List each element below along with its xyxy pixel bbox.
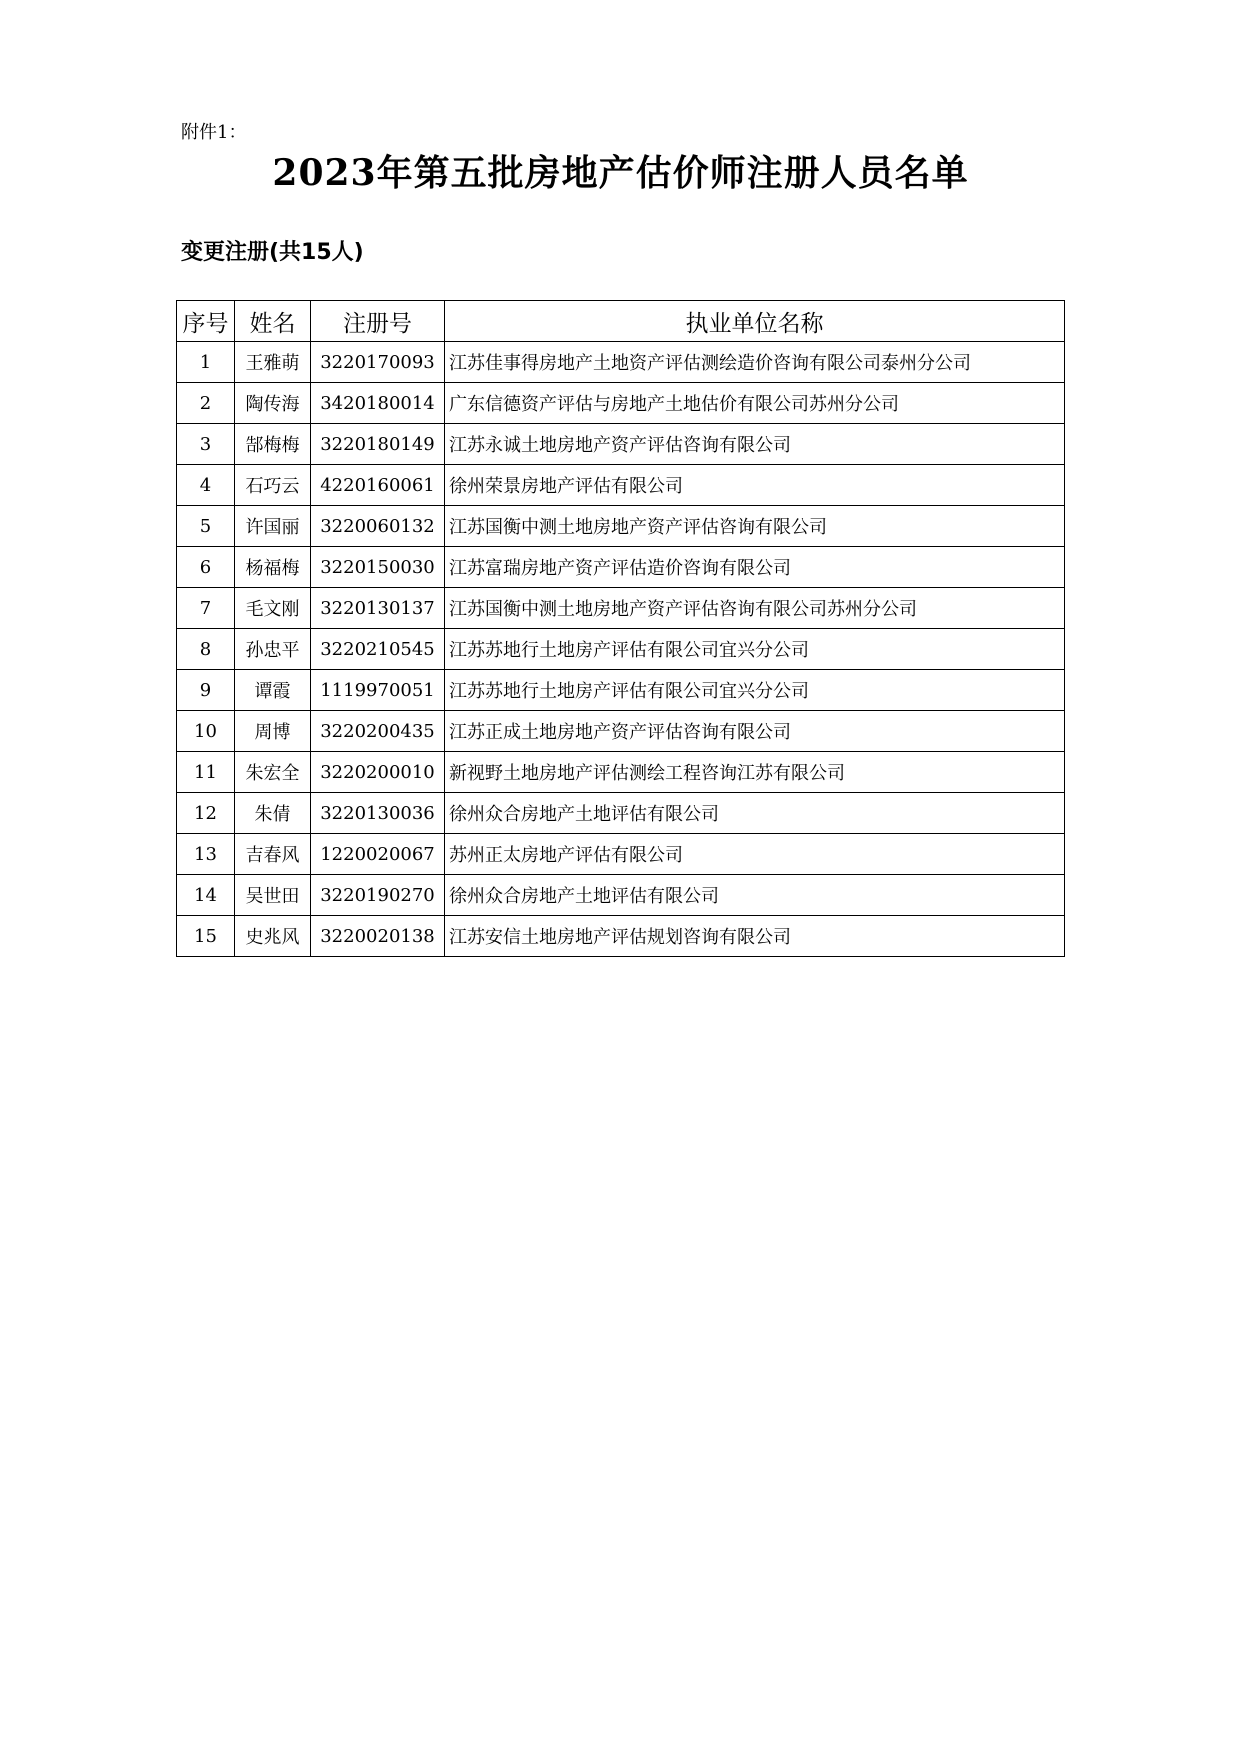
table-row — [177, 342, 1065, 383]
header-practice-unit: 执业单位名称 — [445, 301, 1065, 342]
table-row — [177, 793, 1065, 834]
cell-index: 14 — [177, 875, 235, 916]
table-row — [177, 670, 1065, 711]
cell-registration-number: 4220160061 — [311, 465, 445, 506]
cell-practice-unit: 徐州荣景房地产评估有限公司 — [445, 465, 1065, 506]
cell-registration-number: 3220210545 — [311, 629, 445, 670]
cell-practice-unit: 江苏苏地行土地房产评估有限公司宜兴分公司 — [445, 670, 1065, 711]
cell-registration-number: 3220130137 — [311, 588, 445, 629]
cell-registration-number: 3220180149 — [311, 424, 445, 465]
cell-practice-unit: 江苏苏地行土地房产评估有限公司宜兴分公司 — [445, 629, 1065, 670]
cell-name: 史兆风 — [235, 916, 311, 957]
cell-index: 15 — [177, 916, 235, 957]
table-row — [177, 506, 1065, 547]
cell-practice-unit: 江苏富瑞房地产资产评估造价咨询有限公司 — [445, 547, 1065, 588]
cell-practice-unit: 江苏国衡中测土地房地产资产评估咨询有限公司苏州分公司 — [445, 588, 1065, 629]
cell-registration-number: 1220020067 — [311, 834, 445, 875]
attachment-label: 附件1： — [181, 122, 247, 143]
cell-practice-unit: 新视野土地房地产评估测绘工程咨询江苏有限公司 — [445, 752, 1065, 793]
cell-name: 杨福梅 — [235, 547, 311, 588]
cell-name: 许国丽 — [235, 506, 311, 547]
cell-name: 孙忠平 — [235, 629, 311, 670]
cell-registration-number: 3220020138 — [311, 916, 445, 957]
cell-registration-number: 1119970051 — [311, 670, 445, 711]
table-row — [177, 383, 1065, 424]
cell-registration-number: 3220190270 — [311, 875, 445, 916]
table-row — [177, 424, 1065, 465]
cell-practice-unit: 徐州众合房地产土地评估有限公司 — [445, 875, 1065, 916]
table-row — [177, 547, 1065, 588]
cell-index: 1 — [177, 342, 235, 383]
table-row — [177, 834, 1065, 875]
cell-name: 石巧云 — [235, 465, 311, 506]
cell-name: 谭霞 — [235, 670, 311, 711]
table-row — [177, 588, 1065, 629]
cell-practice-unit: 江苏正成土地房地产资产评估咨询有限公司 — [445, 711, 1065, 752]
cell-name: 朱宏全 — [235, 752, 311, 793]
cell-index: 8 — [177, 629, 235, 670]
cell-practice-unit: 江苏国衡中测土地房地产资产评估咨询有限公司 — [445, 506, 1065, 547]
header-registration-number: 注册号 — [311, 301, 445, 342]
header-index: 序号 — [177, 301, 235, 342]
cell-name: 吴世田 — [235, 875, 311, 916]
table-header-row — [177, 301, 1065, 342]
cell-practice-unit: 徐州众合房地产土地评估有限公司 — [445, 793, 1065, 834]
cell-registration-number: 3220200435 — [311, 711, 445, 752]
cell-registration-number: 3420180014 — [311, 383, 445, 424]
cell-registration-number: 3220200010 — [311, 752, 445, 793]
registration-table — [176, 300, 1065, 957]
cell-name: 周博 — [235, 711, 311, 752]
cell-name: 毛文刚 — [235, 588, 311, 629]
table-row — [177, 875, 1065, 916]
cell-practice-unit: 江苏佳事得房地产土地资产评估测绘造价咨询有限公司泰州分公司 — [445, 342, 1065, 383]
cell-index: 4 — [177, 465, 235, 506]
cell-practice-unit: 江苏永诚土地房地产资产评估咨询有限公司 — [445, 424, 1065, 465]
cell-index: 6 — [177, 547, 235, 588]
section-title: 变更注册(共15人) — [181, 240, 364, 265]
cell-index: 11 — [177, 752, 235, 793]
cell-index: 12 — [177, 793, 235, 834]
cell-name: 朱倩 — [235, 793, 311, 834]
cell-registration-number: 3220060132 — [311, 506, 445, 547]
table-row — [177, 711, 1065, 752]
cell-name: 吉春风 — [235, 834, 311, 875]
cell-registration-number: 3220150030 — [311, 547, 445, 588]
table-row — [177, 916, 1065, 957]
cell-practice-unit: 苏州正太房地产评估有限公司 — [445, 834, 1065, 875]
cell-name: 王雅萌 — [235, 342, 311, 383]
cell-registration-number: 3220130036 — [311, 793, 445, 834]
cell-name: 陶传海 — [235, 383, 311, 424]
cell-index: 2 — [177, 383, 235, 424]
document-title: 2023年第五批房地产估价师注册人员名单 — [272, 152, 969, 194]
cell-practice-unit: 广东信德资产评估与房地产土地估价有限公司苏州分公司 — [445, 383, 1065, 424]
cell-registration-number: 3220170093 — [311, 342, 445, 383]
cell-index: 7 — [177, 588, 235, 629]
cell-index: 5 — [177, 506, 235, 547]
cell-index: 13 — [177, 834, 235, 875]
cell-name: 郜梅梅 — [235, 424, 311, 465]
table-row — [177, 629, 1065, 670]
cell-index: 10 — [177, 711, 235, 752]
cell-practice-unit: 江苏安信土地房地产评估规划咨询有限公司 — [445, 916, 1065, 957]
table-row — [177, 465, 1065, 506]
header-name: 姓名 — [235, 301, 311, 342]
table-row — [177, 752, 1065, 793]
cell-index: 9 — [177, 670, 235, 711]
cell-index: 3 — [177, 424, 235, 465]
